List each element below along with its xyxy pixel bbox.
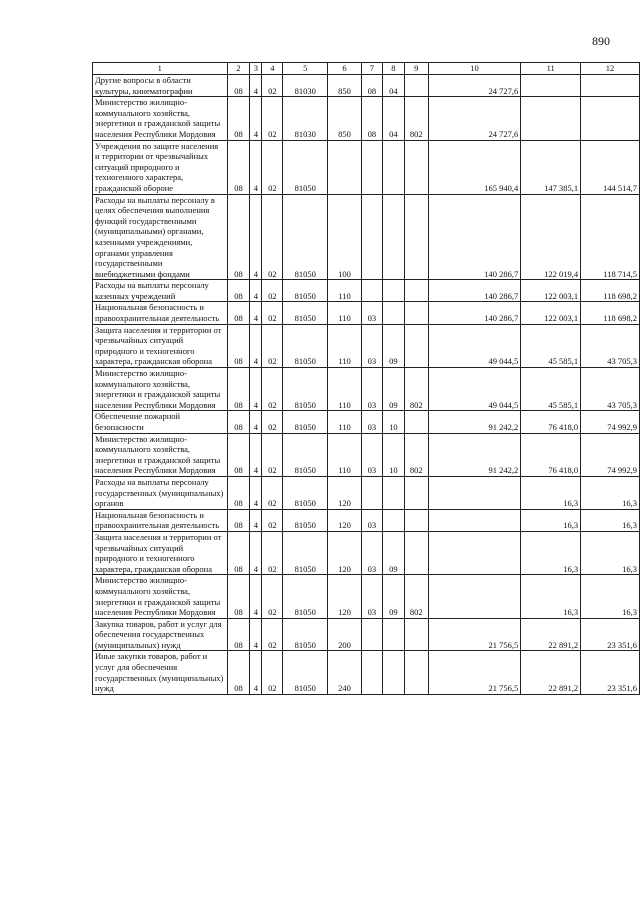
- code-direction: 81050: [283, 368, 328, 411]
- column-header: 9: [404, 63, 428, 75]
- code-subsection: 09: [382, 531, 404, 574]
- code-administrator: 802: [404, 433, 428, 476]
- code-administrator: [404, 618, 428, 651]
- code-expense-type: [328, 140, 362, 194]
- code-subprogram: 02: [262, 194, 283, 280]
- code-program: 4: [250, 97, 262, 140]
- code-chapter: [361, 476, 382, 509]
- amount-year-3: 74 992,9: [581, 411, 640, 433]
- table-row: [93, 618, 640, 651]
- code-subprogram: 02: [262, 368, 283, 411]
- code-subsection: [382, 194, 404, 280]
- code-chapter: 03: [361, 324, 382, 367]
- amount-year-3: 16,3: [581, 531, 640, 574]
- amount-year-3: [581, 97, 640, 140]
- code-program: 4: [250, 302, 262, 324]
- amount-year-1: [428, 509, 521, 531]
- code-chapter: 03: [361, 531, 382, 574]
- column-header: 11: [521, 63, 581, 75]
- amount-year-3: 43 705,3: [581, 324, 640, 367]
- code-chapter: 03: [361, 368, 382, 411]
- code-administrator: [404, 531, 428, 574]
- code-program: 4: [250, 411, 262, 433]
- code-administrator: [404, 75, 428, 97]
- table-row: [93, 280, 640, 302]
- code-subprogram: 02: [262, 618, 283, 651]
- amount-year-3: 16,3: [581, 575, 640, 618]
- amount-year-1: 91 242,2: [428, 433, 521, 476]
- table-header-row: [93, 63, 640, 75]
- code-direction: 81050: [283, 324, 328, 367]
- row-description: Обеспечение пожарной безопасности: [93, 411, 228, 433]
- code-expense-type: 110: [328, 302, 362, 324]
- table-row: [93, 194, 640, 280]
- amount-year-3: 23 351,6: [581, 651, 640, 694]
- code-chapter: [361, 140, 382, 194]
- amount-year-2: [521, 97, 581, 140]
- code-expense-type: 120: [328, 531, 362, 574]
- code-subsection: 09: [382, 324, 404, 367]
- table-row: [93, 324, 640, 367]
- column-header: 6: [328, 63, 362, 75]
- code-chapter: 03: [361, 575, 382, 618]
- code-program: 4: [250, 324, 262, 367]
- code-chapter: [361, 651, 382, 694]
- table-row: [93, 302, 640, 324]
- table-body: [93, 75, 640, 695]
- code-program: 4: [250, 140, 262, 194]
- code-section: 08: [227, 194, 250, 280]
- amount-year-1: 140 286,7: [428, 302, 521, 324]
- code-subsection: 09: [382, 575, 404, 618]
- table-row: [93, 575, 640, 618]
- code-section: 08: [227, 575, 250, 618]
- code-subprogram: 02: [262, 531, 283, 574]
- row-description: Расходы на выплаты персоналу в целях обеспечения выполнения функций государственными (муниципальными) органами, казенными учреждениями, органами управления государственными внебюджетными фондами: [93, 194, 228, 280]
- code-subprogram: 02: [262, 476, 283, 509]
- code-direction: 81030: [283, 75, 328, 97]
- column-header: 5: [283, 63, 328, 75]
- column-header: 3: [250, 63, 262, 75]
- table-row: [93, 140, 640, 194]
- code-subprogram: 02: [262, 324, 283, 367]
- amount-year-1: [428, 575, 521, 618]
- code-program: 4: [250, 194, 262, 280]
- amount-year-1: 24 727,6: [428, 97, 521, 140]
- code-subsection: [382, 140, 404, 194]
- amount-year-1: 91 242,2: [428, 411, 521, 433]
- amount-year-2: 16,3: [521, 509, 581, 531]
- amount-year-3: 144 514,7: [581, 140, 640, 194]
- amount-year-2: 76 418,0: [521, 433, 581, 476]
- code-subsection: [382, 651, 404, 694]
- amount-year-3: 16,3: [581, 509, 640, 531]
- amount-year-3: 118 698,2: [581, 280, 640, 302]
- code-program: 4: [250, 476, 262, 509]
- amount-year-1: 49 044,5: [428, 368, 521, 411]
- code-direction: 81050: [283, 651, 328, 694]
- code-expense-type: 110: [328, 368, 362, 411]
- column-header: 1: [93, 63, 228, 75]
- code-section: 08: [227, 509, 250, 531]
- row-description: Министерство жилищно-коммунального хозяйства, энергетики и гражданской защиты населения Республики Мордовия: [93, 97, 228, 140]
- table-row: [93, 476, 640, 509]
- code-expense-type: 120: [328, 575, 362, 618]
- code-program: 4: [250, 509, 262, 531]
- code-program: 4: [250, 433, 262, 476]
- table-row: [93, 75, 640, 97]
- code-subprogram: 02: [262, 509, 283, 531]
- code-expense-type: 120: [328, 476, 362, 509]
- code-expense-type: 850: [328, 75, 362, 97]
- table-row: [93, 411, 640, 433]
- code-subsection: [382, 509, 404, 531]
- amount-year-3: [581, 75, 640, 97]
- column-header: 10: [428, 63, 521, 75]
- code-administrator: [404, 280, 428, 302]
- amount-year-2: 22 891,2: [521, 618, 581, 651]
- code-expense-type: 120: [328, 509, 362, 531]
- amount-year-1: [428, 476, 521, 509]
- code-chapter: 03: [361, 302, 382, 324]
- code-administrator: [404, 140, 428, 194]
- amount-year-2: 122 003,1: [521, 302, 581, 324]
- code-chapter: 08: [361, 75, 382, 97]
- code-expense-type: 100: [328, 194, 362, 280]
- code-chapter: 08: [361, 97, 382, 140]
- table-row: [93, 97, 640, 140]
- code-program: 4: [250, 531, 262, 574]
- row-description: Закупка товаров, работ и услуг для обеспечения государственных (муниципальных) нужд: [93, 618, 228, 651]
- code-direction: 81050: [283, 531, 328, 574]
- amount-year-3: 118 714,5: [581, 194, 640, 280]
- code-chapter: [361, 194, 382, 280]
- code-direction: 81050: [283, 411, 328, 433]
- row-description: Министерство жилищно-коммунального хозяйства, энергетики и гражданской защиты населения Республики Мордовия: [93, 433, 228, 476]
- code-section: 08: [227, 302, 250, 324]
- code-section: 08: [227, 476, 250, 509]
- budget-table: [92, 62, 640, 695]
- code-direction: 81050: [283, 509, 328, 531]
- code-direction: 81050: [283, 575, 328, 618]
- code-subprogram: 02: [262, 651, 283, 694]
- amount-year-1: [428, 531, 521, 574]
- code-expense-type: 110: [328, 411, 362, 433]
- row-description: Расходы на выплаты персоналу государственных (муниципальных) органов: [93, 476, 228, 509]
- amount-year-2: 45 585,1: [521, 324, 581, 367]
- amount-year-3: 43 705,3: [581, 368, 640, 411]
- column-header: 2: [227, 63, 250, 75]
- code-section: 08: [227, 651, 250, 694]
- row-description: Министерство жилищно-коммунального хозяйства, энергетики и гражданской защиты населения Республики Мордовия: [93, 368, 228, 411]
- code-program: 4: [250, 280, 262, 302]
- code-subprogram: 02: [262, 302, 283, 324]
- amount-year-1: 140 286,7: [428, 194, 521, 280]
- row-description: Расходы на выплаты персоналу казенных учреждений: [93, 280, 228, 302]
- row-description: Национальная безопасность и правоохранительная деятельность: [93, 509, 228, 531]
- row-description: Учреждения по защите населения и территории от чрезвычайных ситуаций природного и техногенного характера, гражданской обороне: [93, 140, 228, 194]
- code-section: 08: [227, 324, 250, 367]
- amount-year-2: 147 385,1: [521, 140, 581, 194]
- code-chapter: 03: [361, 433, 382, 476]
- column-header: 12: [581, 63, 640, 75]
- code-expense-type: 110: [328, 433, 362, 476]
- amount-year-1: 21 756,5: [428, 651, 521, 694]
- amount-year-2: 122 003,1: [521, 280, 581, 302]
- code-expense-type: 200: [328, 618, 362, 651]
- code-administrator: 802: [404, 575, 428, 618]
- row-description: Национальная безопасность и правоохранительная деятельность: [93, 302, 228, 324]
- code-subsection: 09: [382, 368, 404, 411]
- amount-year-1: 21 756,5: [428, 618, 521, 651]
- amount-year-2: 16,3: [521, 575, 581, 618]
- code-subsection: 10: [382, 411, 404, 433]
- amount-year-3: 23 351,6: [581, 618, 640, 651]
- code-subsection: 04: [382, 75, 404, 97]
- code-direction: 81030: [283, 97, 328, 140]
- code-expense-type: 850: [328, 97, 362, 140]
- code-subsection: 10: [382, 433, 404, 476]
- amount-year-1: 49 044,5: [428, 324, 521, 367]
- code-direction: 81050: [283, 476, 328, 509]
- code-direction: 81050: [283, 433, 328, 476]
- code-administrator: [404, 324, 428, 367]
- row-description: Защита населения и территории от чрезвычайных ситуаций природного и техногенного характера, гражданская оборона: [93, 531, 228, 574]
- amount-year-2: 22 891,2: [521, 651, 581, 694]
- row-description: Защита населения и территории от чрезвычайных ситуаций природного и техногенного характера, гражданская оборона: [93, 324, 228, 367]
- amount-year-2: 16,3: [521, 531, 581, 574]
- code-program: 4: [250, 368, 262, 411]
- code-program: 4: [250, 618, 262, 651]
- amount-year-3: 74 992,9: [581, 433, 640, 476]
- amount-year-1: 165 940,4: [428, 140, 521, 194]
- code-section: 08: [227, 368, 250, 411]
- code-section: 08: [227, 618, 250, 651]
- code-subprogram: 02: [262, 75, 283, 97]
- code-administrator: [404, 194, 428, 280]
- code-subprogram: 02: [262, 575, 283, 618]
- code-expense-type: 110: [328, 324, 362, 367]
- code-subprogram: 02: [262, 433, 283, 476]
- code-section: 08: [227, 531, 250, 574]
- code-chapter: 03: [361, 509, 382, 531]
- code-section: 08: [227, 280, 250, 302]
- row-description: Иные закупки товаров, работ и услуг для обеспечения государственных (муниципальных) нужд: [93, 651, 228, 694]
- code-chapter: [361, 618, 382, 651]
- amount-year-3: 16,3: [581, 476, 640, 509]
- table-row: [93, 651, 640, 694]
- code-subprogram: 02: [262, 280, 283, 302]
- code-administrator: [404, 302, 428, 324]
- code-direction: 81050: [283, 140, 328, 194]
- code-expense-type: 240: [328, 651, 362, 694]
- code-direction: 81050: [283, 280, 328, 302]
- code-chapter: [361, 280, 382, 302]
- code-administrator: [404, 509, 428, 531]
- code-subsection: [382, 618, 404, 651]
- table-row: [93, 368, 640, 411]
- amount-year-3: 118 698,2: [581, 302, 640, 324]
- code-program: 4: [250, 75, 262, 97]
- code-administrator: [404, 411, 428, 433]
- code-direction: 81050: [283, 194, 328, 280]
- table-row: [93, 509, 640, 531]
- code-section: 08: [227, 433, 250, 476]
- amount-year-2: 45 585,1: [521, 368, 581, 411]
- code-subsection: [382, 302, 404, 324]
- column-header: 4: [262, 63, 283, 75]
- code-subsection: [382, 476, 404, 509]
- code-section: 08: [227, 140, 250, 194]
- code-direction: 81050: [283, 302, 328, 324]
- code-program: 4: [250, 575, 262, 618]
- code-administrator: [404, 651, 428, 694]
- code-subprogram: 02: [262, 97, 283, 140]
- row-description: Другие вопросы в области культуры, кинематографии: [93, 75, 228, 97]
- table-row: [93, 531, 640, 574]
- column-header: 7: [361, 63, 382, 75]
- table-row: [93, 433, 640, 476]
- row-description: Министерство жилищно-коммунального хозяйства, энергетики и гражданской защиты населения Республики Мордовия: [93, 575, 228, 618]
- amount-year-1: 140 286,7: [428, 280, 521, 302]
- page-number: 890: [592, 34, 610, 48]
- code-subprogram: 02: [262, 140, 283, 194]
- code-direction: 81050: [283, 618, 328, 651]
- amount-year-2: 122 019,4: [521, 194, 581, 280]
- code-chapter: 03: [361, 411, 382, 433]
- code-administrator: [404, 476, 428, 509]
- code-subprogram: 02: [262, 411, 283, 433]
- code-section: 08: [227, 75, 250, 97]
- code-section: 08: [227, 411, 250, 433]
- amount-year-2: 76 418,0: [521, 411, 581, 433]
- code-administrator: 802: [404, 97, 428, 140]
- column-header: 8: [382, 63, 404, 75]
- code-subsection: [382, 280, 404, 302]
- amount-year-2: 16,3: [521, 476, 581, 509]
- code-administrator: 802: [404, 368, 428, 411]
- code-expense-type: 110: [328, 280, 362, 302]
- code-subsection: 04: [382, 97, 404, 140]
- amount-year-1: 24 727,6: [428, 75, 521, 97]
- code-section: 08: [227, 97, 250, 140]
- amount-year-2: [521, 75, 581, 97]
- code-program: 4: [250, 651, 262, 694]
